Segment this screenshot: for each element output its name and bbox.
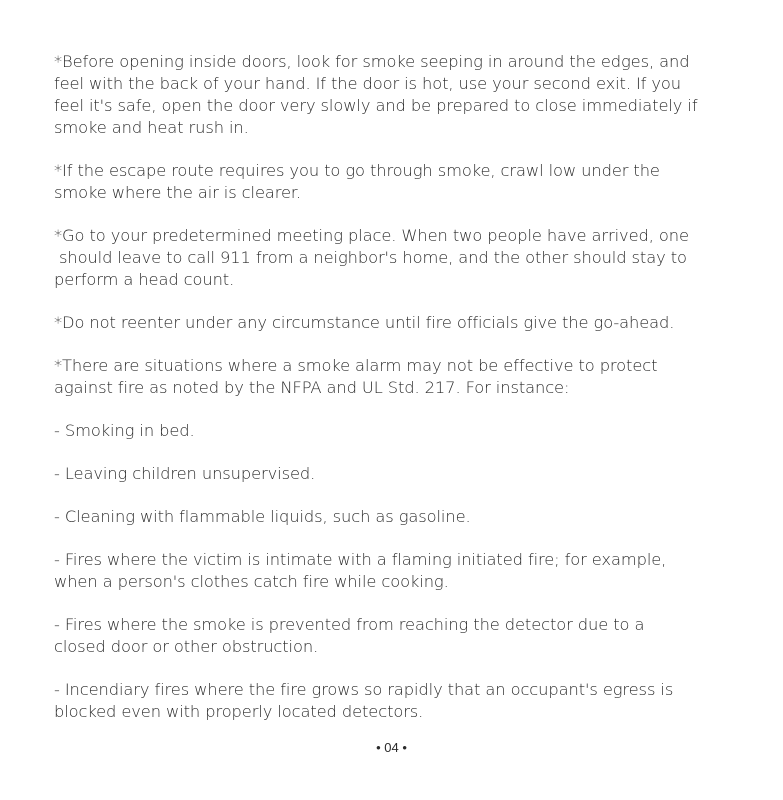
- document-body: [54, 51, 754, 744]
- page-number: • 04 •: [376, 740, 407, 755]
- list-item-flaming-fire: [54, 549, 754, 593]
- text-line: feel it's safe, open the door very slowly and be prepared to close immediately if: [54, 96, 698, 115]
- list-item-incendiary-fires: [54, 679, 754, 723]
- text-line: *If the escape route requires you to go through smoke, crawl low under the: [54, 161, 660, 180]
- text-line: *Go to your predetermined meeting place. When two people have arrived, one: [54, 226, 689, 245]
- text-line: closed door or other obstruction.: [54, 637, 319, 656]
- paragraph-escape-route: [54, 160, 754, 204]
- text-line: - Smoking in bed.: [54, 421, 195, 440]
- text-line: - Fires where the victim is intimate with a flaming initiated fire; for example,: [54, 550, 667, 569]
- list-item-children: [54, 463, 754, 485]
- text-line: blocked even with properly located detectors.: [54, 702, 424, 721]
- text-line: - Incendiary fires where the fire grows so rapidly that an occupant's egress is: [54, 680, 674, 699]
- text-line: *Before opening inside doors, look for smoke seeping in around the edges, and: [54, 52, 690, 71]
- text-line: against fire as noted by the NFPA and UL Std. 217. For instance:: [54, 378, 570, 397]
- text-line: *Do not reenter under any circumstance until fire officials give the go-ahead.: [54, 313, 675, 332]
- text-line: perform a head count.: [54, 270, 235, 289]
- paragraph-inside-doors: [54, 51, 754, 139]
- list-item-smoking: [54, 420, 754, 442]
- text-line: - Leaving children unsupervised.: [54, 464, 316, 483]
- text-line: - Fires where the smoke is prevented from reaching the detector due to a: [54, 615, 645, 634]
- list-item-flammable-liquids: [54, 506, 754, 528]
- list-item-smoke-prevented: [54, 614, 754, 658]
- text-line: - Cleaning with flammable liquids, such as gasoline.: [54, 507, 471, 526]
- text-line: *There are situations where a smoke alarm may not be effective to protect: [54, 356, 658, 375]
- paragraph-do-not-reenter: [54, 312, 754, 334]
- text-line: should leave to call 911 from a neighbor's home, and the other should stay to: [59, 248, 687, 267]
- text-line: smoke where the air is clearer.: [54, 183, 302, 202]
- text-line: feel with the back of your hand. If the door is hot, use your second exit. If you: [54, 74, 681, 93]
- text-line: when a person's clothes catch fire while cooking.: [54, 572, 449, 591]
- paragraph-situations: [54, 355, 754, 399]
- text-line: smoke and heat rush in.: [54, 118, 249, 137]
- paragraph-meeting-place: [54, 225, 754, 291]
